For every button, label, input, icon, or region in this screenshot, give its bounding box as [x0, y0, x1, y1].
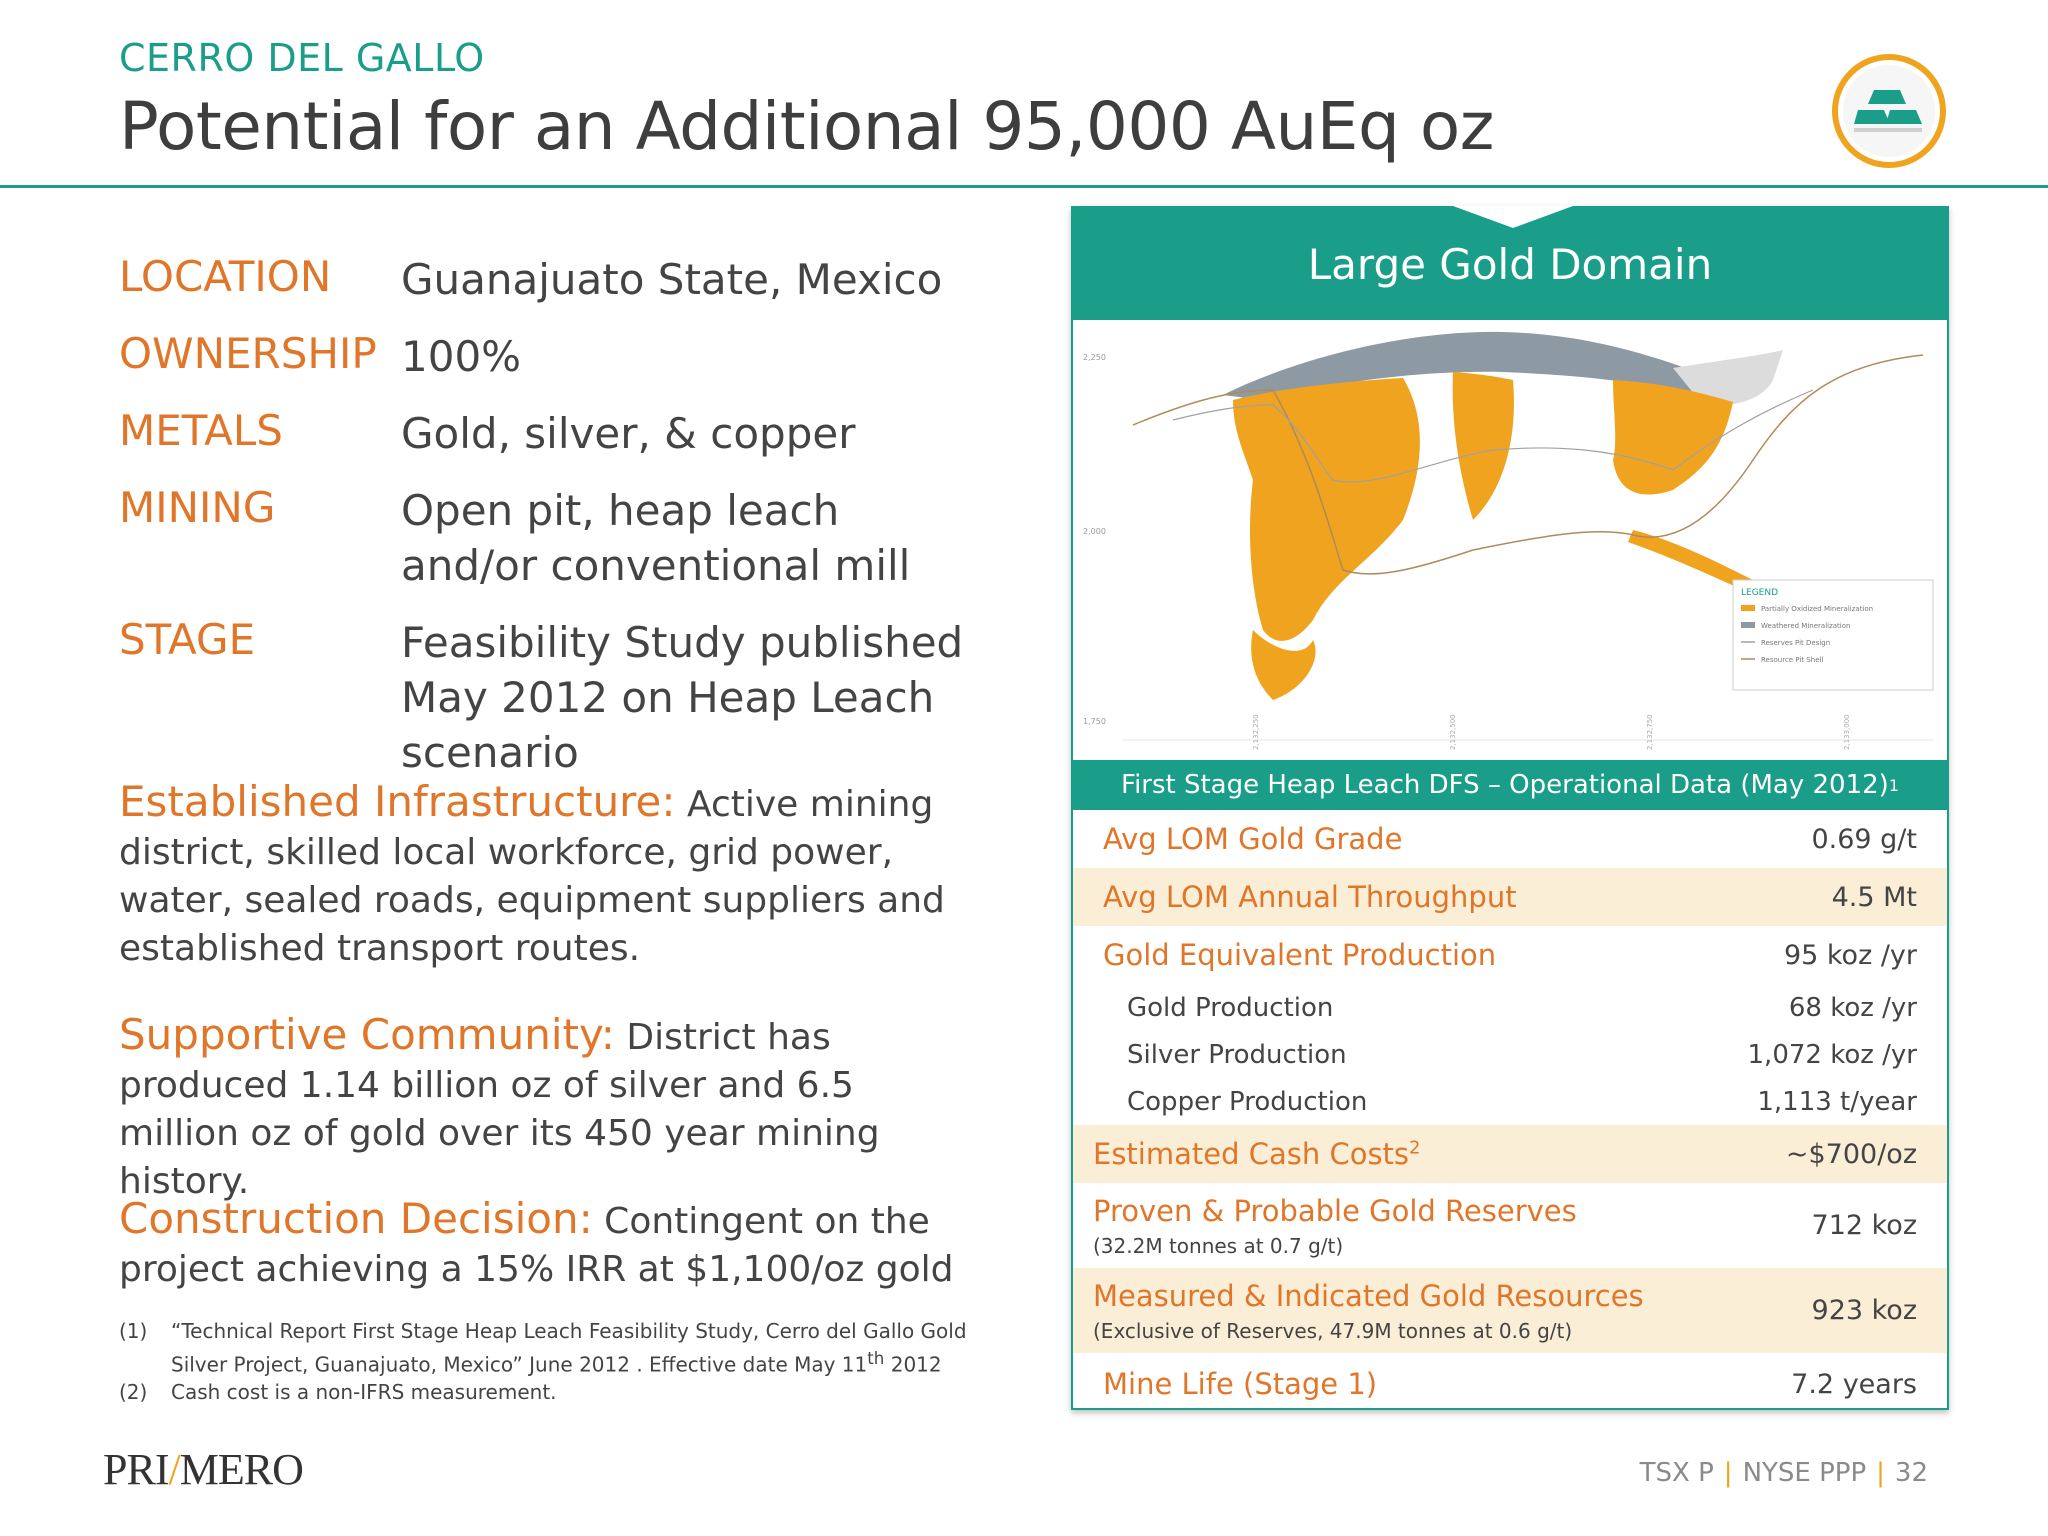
row-value: 712 koz: [1811, 1210, 1917, 1241]
legend-item-weathered: Weathered Mineralization: [1761, 622, 1851, 630]
fact-value: Feasibility Study published May 2012 on Heap Leach scenario: [401, 618, 964, 777]
row-value: 1,113 t/year: [1757, 1086, 1917, 1117]
project-facts: [119, 252, 979, 802]
row-label: Gold Production: [1127, 992, 1334, 1023]
fact-mining: [119, 483, 979, 593]
fact-label: MINING: [119, 483, 276, 532]
elevation-label-mid: 2,000: [1083, 527, 1106, 536]
row-label: Mine Life (Stage 1): [1103, 1367, 1378, 1401]
paragraph-text: Active mining district, skilled local workforce, grid power, water, sealed roads, equipment suppliers and established transport routes.: [119, 784, 945, 969]
gold-bars-icon: [1854, 86, 1924, 136]
subhead-text: First Stage Heap Leach DFS – Operational Data (May 2012): [1121, 770, 1889, 800]
paragraph-text: Contingent on the project achieving a 15% IRR at $1,100/oz gold: [119, 1201, 954, 1290]
table-row: [1073, 984, 1947, 1031]
fact-value: 100%: [401, 332, 522, 381]
fact-ownership: [119, 329, 979, 384]
paragraph-lead: Established Infrastructure:: [119, 777, 676, 826]
row-label-text: Measured & Indicated Gold Resources: [1093, 1278, 1644, 1313]
legend-item-resource-shell: Resource Pit Shell: [1761, 656, 1824, 664]
fact-stage: [119, 615, 979, 780]
row-value: 1,072 koz /yr: [1747, 1039, 1917, 1070]
fact-value: Guanajuato State, Mexico: [401, 255, 943, 304]
footnote-text: Cash cost is a non-IFRS measurement.: [171, 1379, 557, 1404]
row-note: (Exclusive of Reserves, 47.9M tonnes at 0.6 g/t): [1093, 1318, 1573, 1343]
fact-value: Open pit, heap leach and/or conventional mill: [401, 486, 911, 590]
subhead-footnote-marker: 1: [1888, 775, 1899, 795]
footnote-number: (1): [119, 1319, 148, 1343]
x-tick-label: 2,133,000: [1843, 714, 1851, 750]
fact-value: Gold, silver, & copper: [401, 409, 856, 458]
table-row: [1073, 1183, 1947, 1268]
footnote-number: (2): [119, 1379, 148, 1404]
fact-metals: [119, 406, 979, 461]
footnotes: [119, 1318, 1019, 1406]
x-tick-label: 2,132,750: [1646, 714, 1654, 750]
page-title: Potential for an Additional 95,000 AuEq oz: [119, 88, 1494, 165]
row-footnote-marker: 2: [1409, 1137, 1421, 1159]
row-value: 0.69 g/t: [1811, 823, 1917, 855]
section-kicker: CERRO DEL GALLO: [119, 36, 485, 80]
row-label: [1093, 1279, 1644, 1343]
row-label: Avg LOM Annual Throughput: [1103, 880, 1517, 914]
legend-item-oxidized: Partially Oxidized Mineralization: [1761, 605, 1874, 613]
fact-label: METALS: [119, 406, 283, 455]
logo-text: PRI: [103, 1445, 169, 1494]
x-tick-label: 2,132,250: [1252, 714, 1260, 750]
x-tick-label: 2,132,500: [1449, 714, 1457, 750]
row-value: 95 koz /yr: [1783, 939, 1917, 971]
row-label-text: Estimated Cash Costs: [1093, 1137, 1410, 1171]
paragraph-lead: Construction Decision:: [119, 1194, 593, 1243]
gold-bars-badge: [1832, 54, 1946, 168]
footnote-sup: th: [867, 1349, 885, 1368]
fact-location: [119, 252, 979, 307]
row-label: Avg LOM Gold Grade: [1103, 822, 1403, 856]
row-label: Gold Equivalent Production: [1103, 938, 1497, 972]
footer-separator: |: [1723, 1458, 1733, 1488]
footnote-text-part: 2012: [884, 1352, 942, 1377]
footnote: [119, 1379, 1019, 1406]
fact-label: OWNERSHIP: [119, 329, 377, 378]
row-note: (32.2M tonnes at 0.7 g/t): [1093, 1233, 1344, 1258]
row-label: Copper Production: [1127, 1086, 1368, 1117]
infrastructure-paragraph: [119, 778, 979, 973]
row-value: 4.5 Mt: [1831, 881, 1917, 913]
fact-label: STAGE: [119, 615, 256, 664]
footnote-text: [171, 1318, 1019, 1379]
row-label: Silver Production: [1127, 1039, 1347, 1070]
construction-paragraph: [119, 1195, 979, 1294]
table-row: [1073, 1268, 1947, 1353]
footnote-text-part: “Technical Report First Stage Heap Leach Feasibility Study, Cerro del Gallo Gold Silver Project, Guanajuato, Mexico” June 2012 . Effective date May 11: [171, 1319, 967, 1377]
footer-nyse: NYSE PPP: [1742, 1458, 1867, 1488]
table-row: [1073, 1031, 1947, 1078]
table-row: [1073, 926, 1947, 984]
primero-logo: [103, 1444, 303, 1495]
footer-tsx: TSX P: [1639, 1458, 1714, 1488]
operational-data-subhead: [1073, 760, 1947, 810]
row-label: [1093, 1194, 1577, 1258]
gold-domain-panel: [1071, 206, 1949, 1410]
table-row: [1073, 810, 1947, 868]
row-value: 7.2 years: [1791, 1368, 1917, 1400]
footer-separator: |: [1876, 1458, 1885, 1488]
panel-notch: [1453, 206, 1573, 228]
row-label: [1093, 1137, 1420, 1171]
footnote: [119, 1318, 1019, 1379]
table-row: [1073, 1353, 1947, 1415]
elevation-label-bot: 1,750: [1083, 717, 1106, 726]
paragraph-lead: Supportive Community:: [119, 1010, 615, 1059]
row-value: 68 koz /yr: [1788, 992, 1917, 1023]
paragraph-text: District has produced 1.14 billion oz of silver and 6.5 million oz of gold over its 450 year mining history.: [119, 1017, 880, 1202]
fact-label: LOCATION: [119, 252, 332, 301]
legend-item-reserves-pit: Reserves Pit Design: [1761, 639, 1831, 647]
table-row: [1073, 1078, 1947, 1125]
operational-data-table: [1073, 810, 1947, 1415]
logo-text: MERO: [179, 1445, 303, 1494]
page-number: 32: [1894, 1458, 1928, 1488]
legend-title: LEGEND: [1741, 588, 1779, 598]
panel-title: Large Gold Domain: [1073, 208, 1947, 320]
logo-flag-mark: /: [168, 1445, 180, 1494]
row-value: 923 koz: [1811, 1295, 1917, 1326]
row-value: ~$700/oz: [1785, 1138, 1917, 1170]
header-rule: [0, 185, 2048, 188]
table-row: [1073, 1125, 1947, 1183]
community-paragraph: [119, 1011, 979, 1206]
elevation-label-top: 2,250: [1083, 353, 1106, 362]
page-footer: [1640, 1458, 1928, 1488]
row-label-text: Proven & Probable Gold Reserves: [1093, 1193, 1577, 1228]
table-row: [1073, 868, 1947, 926]
pit-cross-section-diagram: [1073, 320, 1947, 760]
